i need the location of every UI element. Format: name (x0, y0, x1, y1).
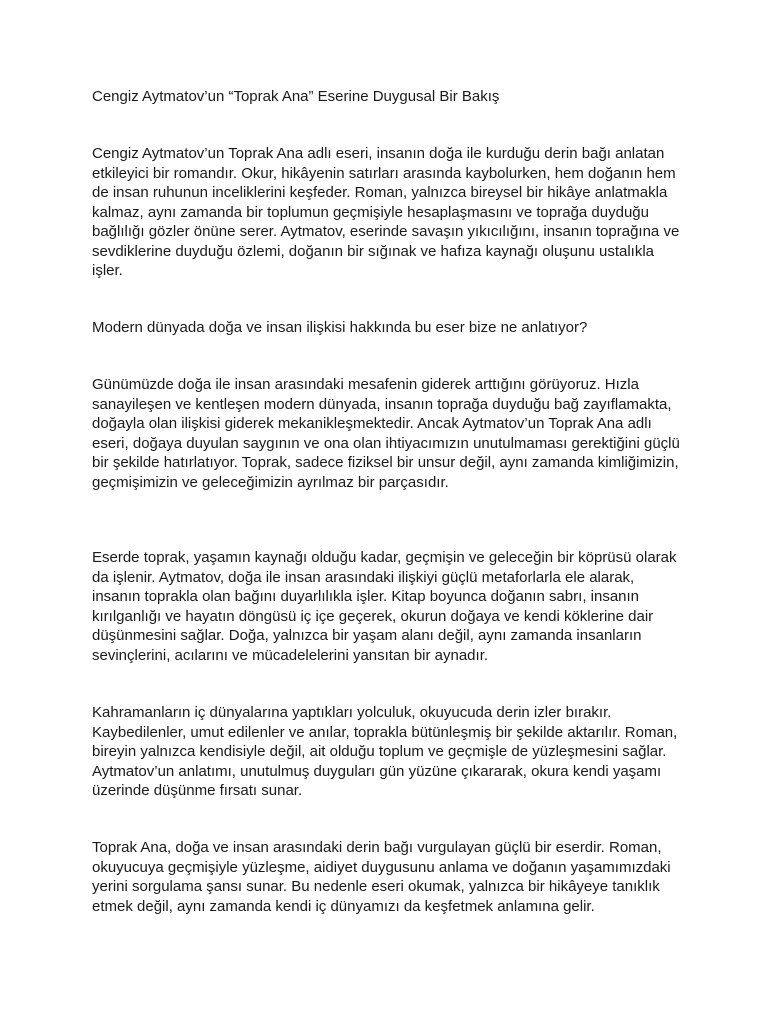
paragraph-question: Modern dünyada doğa ve insan ilişkisi hakkında bu eser bize ne anlatıyor? (92, 319, 588, 336)
paragraph-intro: Cengiz Aytmatov’un Toprak Ana adlı eseri, insanın doğa ile kurduğu derin bağı anlatan etkileyici bir romandır. Okur, hikâyenin satırları arasında kaybolurken, hem doğanın hem de insan ruhunun inceliklerini keşfeder. Roman, yalnızca bireysel bir hikâye anlatmakla kalmaz, aynı zamanda bir toplumun geçmişiyle hesaplaşmasını ve toprağa duyduğu bağlılığı gözler önüne serer. Aytmatov, eserinde savaşın yıkıcılığını, insanın toprağına ve sevdiklerine duyduğu özlemi, doğanın bir sığınak ve hafıza kaynağı oluşunu ustalıkla işler. (92, 145, 680, 279)
paragraph-conclusion: Toprak Ana, doğa ve insan arasındaki derin bağı vurgulayan güçlü bir eserdir. Roman, okuyucuya geçmişiyle yüzleşme, aidiyet duygusunu anlama ve doğanın yaşamımızdaki yerini sorgulama şansı sunar. Bu nedenle eseri okumak, yalnızca bir hikâyeye tanıklık etmek değil, aynı zamanda kendi iç dünyamızı da keşfetmek anlamına gelir. (92, 839, 671, 915)
paragraph-modern-world: Günümüzde doğa ile insan arasındaki mesafenin giderek arttığını görüyoruz. Hızla sanayileşen ve kentleşen modern dünyada, insanın toprağa duyduğu bağ zayıflamakta, doğayla olan ilişkisi giderek mekanikleşmektedir. Ancak Aytmatov’un Toprak Ana adlı eseri, doğaya duyulan saygının ve ona olan ihtiyacımızın unutulmaması gerektiğini güçlü bir şekilde hatırlatıyor. Toprak, sadece fiziksel bir unsur değil, aynı zamanda kimliğimizin, geçmişimizin ve geleceğimizin ayrılmaz bir parçasıdır. (92, 376, 680, 491)
paragraph-heroes: Kahramanların iç dünyalarına yaptıkları yolculuk, okuyucuda derin izler bırakır. Kaybedilenler, umut edilenler ve anılar, toprakla bütünleşmiş bir şekilde aktarılır. Roman, bireyin yalnızca kendisiyle değil, ait olduğu toplum ve geçmişle de yüzleşmesini sağlar. Aytmatov’un anlatımı, unutulmuş duyguları gün yüzüne çıkararak, okura kendi yaşamı üzerinde düşünme fırsatı sunar. (92, 704, 678, 799)
paragraph-soil-bridge: Eserde toprak, yaşamın kaynağı olduğu kadar, geçmişin ve geleceğin bir köprüsü olarak da işlenir. Aytmatov, doğa ile insan arasındaki ilişkiyi güçlü metaforlarla ele alarak, insanın toprakla olan bağını duyarlılıkla işler. Kitap boyunca doğanın sabrı, insanın kırılganlığı ve hayatın döngüsü iç içe geçerek, okurun doğaya ve kendi köklerine dair düşünmesini sağlar. Doğa, yalnızca bir yaşam alanı değil, aynı zamanda insanların sevinçlerini, acılarını ve mücadelelerini yansıtan bir aynadır. (92, 549, 677, 664)
document-title: Cengiz Aytmatov’un “Toprak Ana” Eserine Duygusal Bir Bakış (92, 88, 500, 105)
